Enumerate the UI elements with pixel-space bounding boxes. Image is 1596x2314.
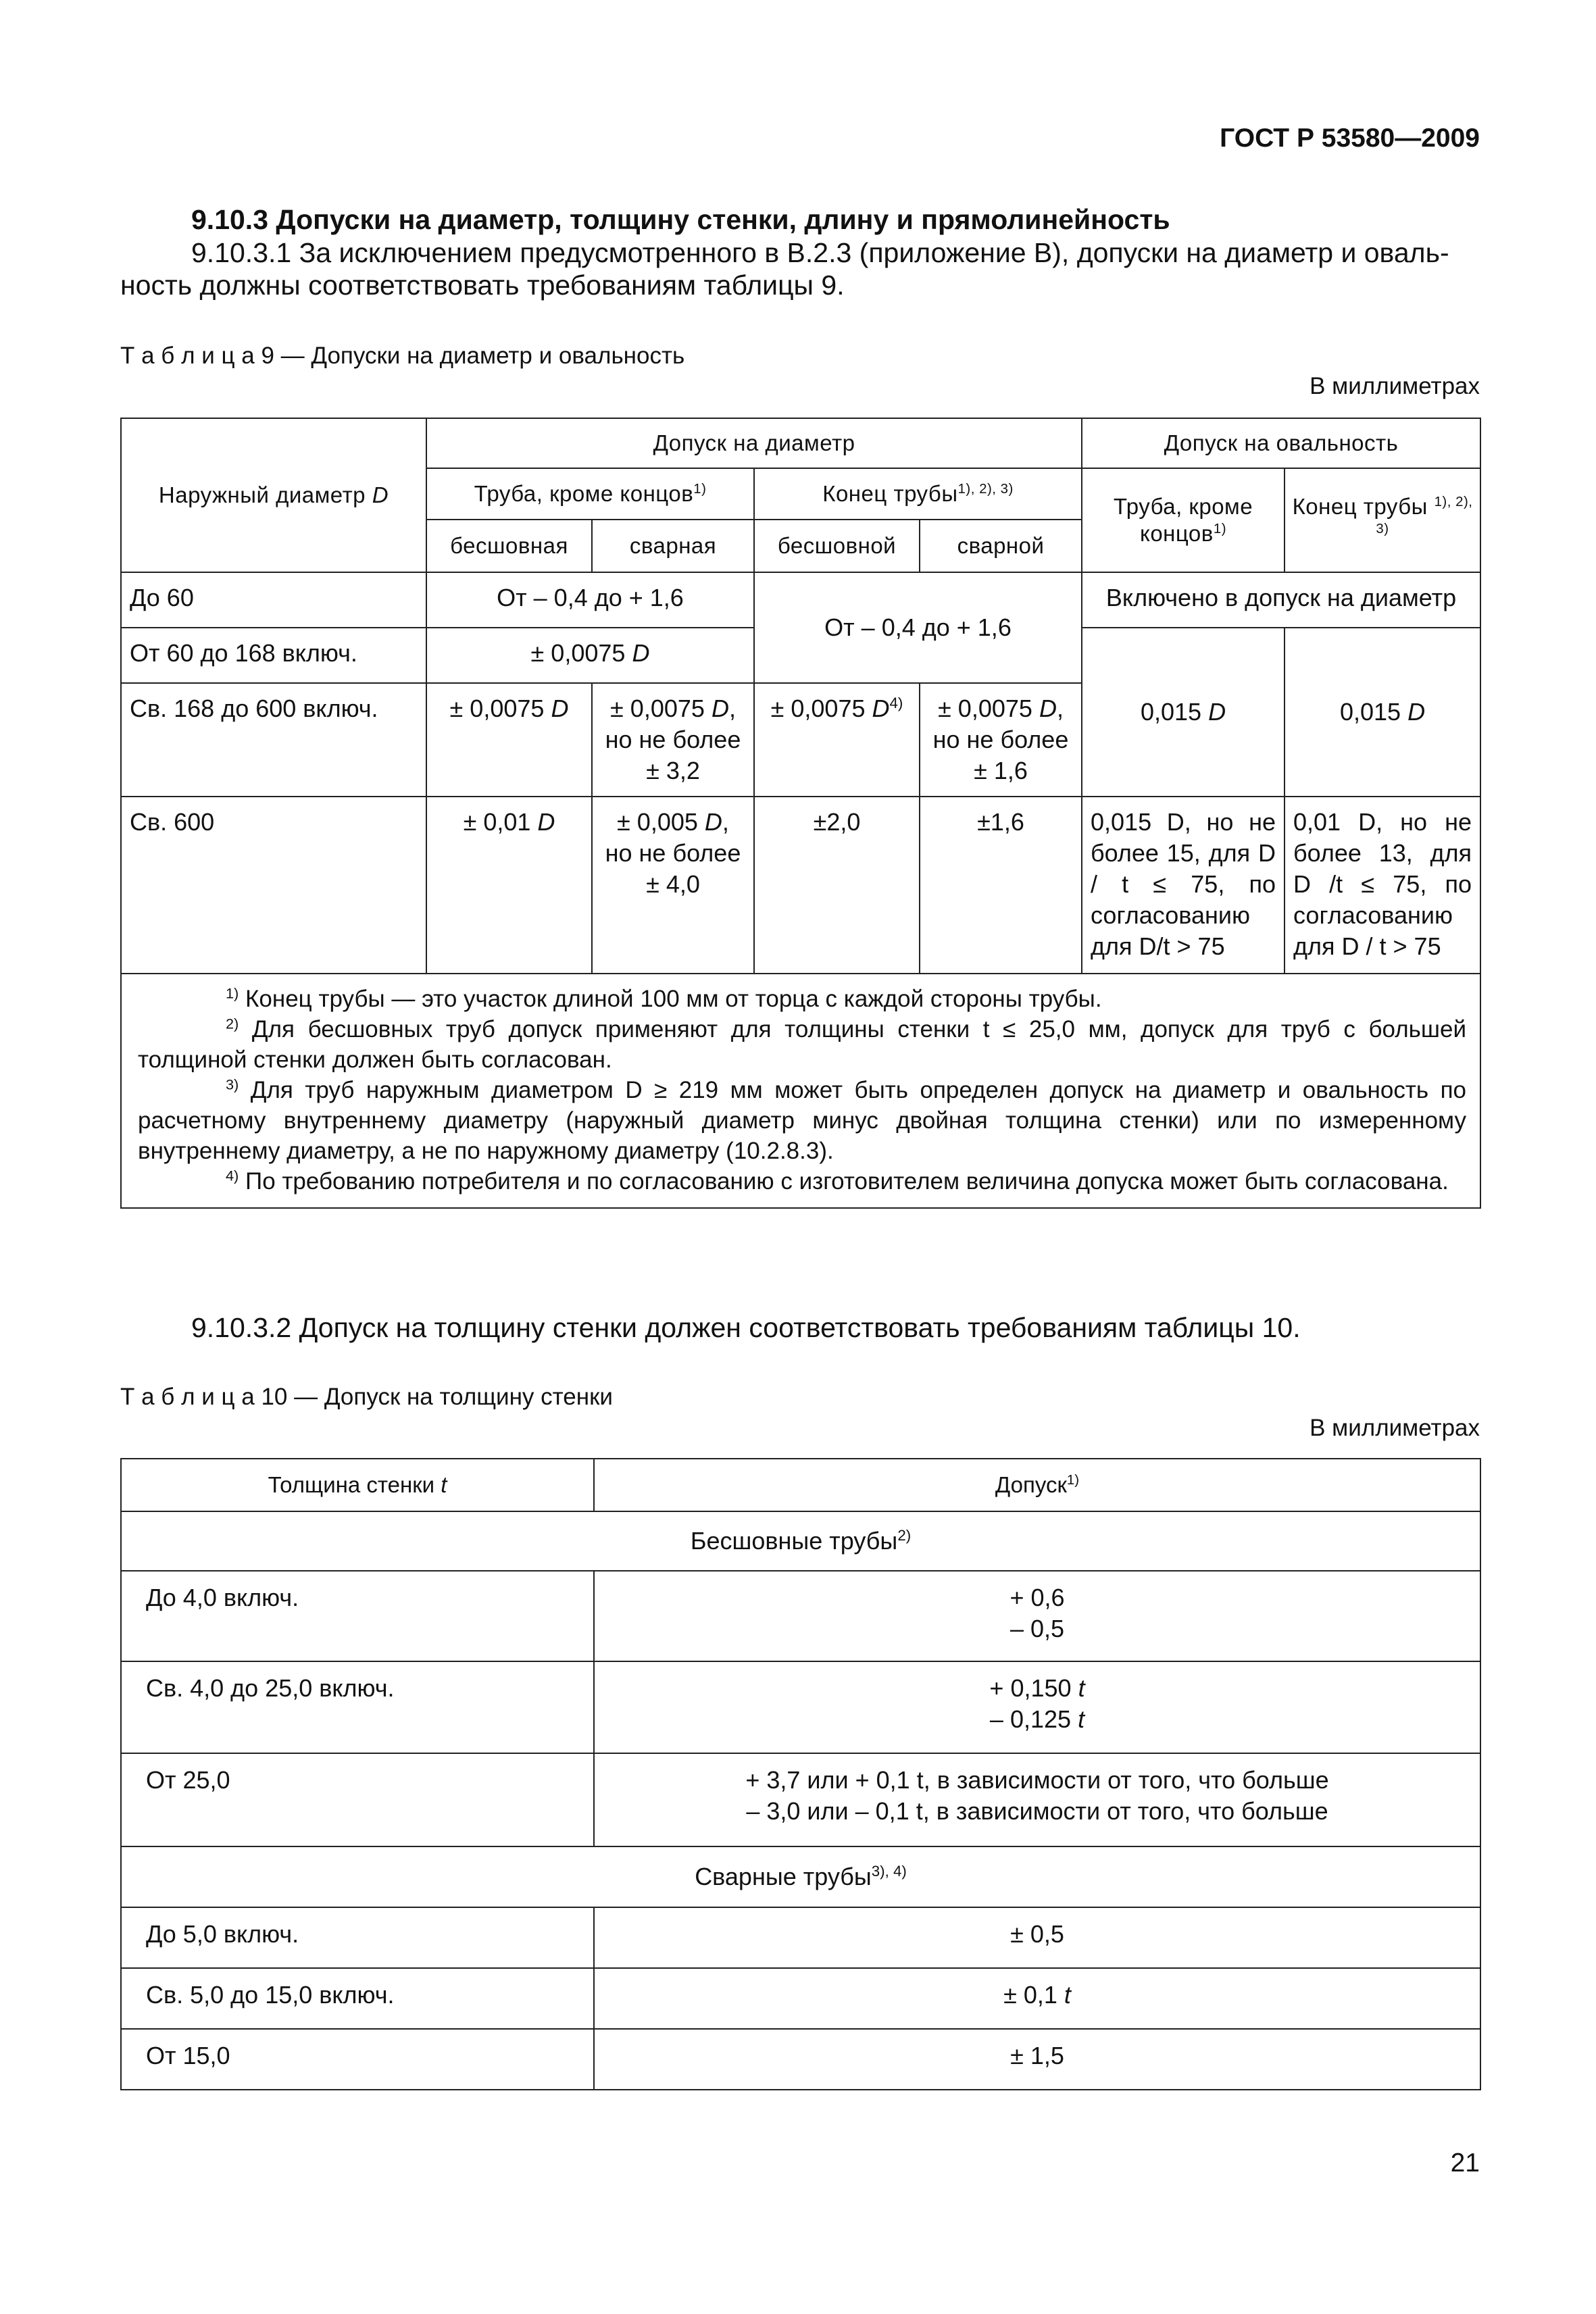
footnote-1: $^{1)}$ Конец трубы — это участок длиной 100 мм от торца с каждой стороны трубы.	[226, 984, 1102, 1012]
header-pipe-body: Труба, кроме концов$^{1)}$	[426, 468, 754, 520]
group-seamless: Бесшовные трубы$^{2)}$	[121, 1511, 1480, 1571]
header-outer-diameter: Наружный диаметр D	[121, 418, 426, 572]
cell-value: От – 0,4 до + 1,6	[754, 572, 1082, 683]
cell-value: От – 0,4 до + 1,6	[426, 572, 754, 628]
footnote-4: $^{4)}$ По требованию потребителя и по согласованию с изготовителем величина допуска может быть согласована.	[226, 1167, 1449, 1194]
cell-value: ± 0,0075 D	[426, 628, 754, 683]
row-label: До 60	[121, 572, 426, 628]
cell-value: ± 0,1 t	[594, 1968, 1480, 2029]
cell-value: ± 0,0075 D, но не более ± 3,2	[592, 683, 754, 797]
header-wall-thickness: Толщина стенки t	[121, 1459, 594, 1511]
cell-value: ± 0,0075 $D^{4)}$	[754, 683, 920, 797]
table9-units: В миллиметрах	[1310, 373, 1480, 399]
page-number: 21	[1450, 2148, 1480, 2178]
row-label: Св. 4,0 до 25,0 включ.	[121, 1661, 594, 1753]
cell-value: 0,015 D, но не более 15, для D / t ≤ 75, по согласованию для D/t > 75	[1082, 797, 1285, 974]
cell-value: ± 0,0075 D, но не более ± 1,6	[920, 683, 1082, 797]
table9-caption: Т а б л и ц а 9 — Допуски на диаметр и овальность	[120, 343, 685, 369]
row-label: От 60 до 168 включ.	[121, 628, 426, 683]
header-tolerance: Допуск$^{1)}$	[594, 1459, 1480, 1511]
header-seamless-end: бесшовной	[754, 520, 920, 572]
header-welded: сварная	[592, 520, 754, 572]
cell-value: ± 0,01 D	[426, 797, 592, 974]
table9-footnotes	[121, 974, 1480, 1208]
section-title: 9.10.3 Допуски на диаметр, толщину стенки, длину и прямолинейность	[191, 204, 1170, 235]
cell-value: ± 0,005 D, но не более ± 4,0	[592, 797, 754, 974]
row-label: До 5,0 включ.	[121, 1907, 594, 1968]
header-oval-pipe-end: Конец трубы $^{1), 2), 3)}$	[1285, 468, 1480, 572]
cell-value: + 0,6 – 0,5	[594, 1571, 1480, 1661]
table10-units: В миллиметрах	[1310, 1415, 1480, 1441]
row-label: Св. 168 до 600 включ.	[121, 683, 426, 797]
cell-value: 0,015 D	[1082, 628, 1285, 797]
cell-value: ± 1,5	[594, 2029, 1480, 2090]
row-label: Св. 600	[121, 797, 426, 974]
cell-value: ± 0,0075 D	[426, 683, 592, 797]
group-welded: Сварные трубы$^{3), 4)}$	[121, 1846, 1480, 1907]
cell-value: + 0,150 t – 0,125 t	[594, 1661, 1480, 1753]
row-label: От 15,0	[121, 2029, 594, 2090]
table-10	[120, 1458, 1481, 2090]
row-label: Св. 5,0 до 15,0 включ.	[121, 1968, 594, 2029]
cell-value: 0,01 D, но не более 13, для D /t ≤ 75, по согласованию для D / t > 75	[1285, 797, 1480, 974]
document-header: ГОСТ Р 53580—2009	[1220, 124, 1480, 153]
paragraph-9-10-3-2: 9.10.3.2 Допуск на толщину стенки должен соответствовать требованиям таблицы 10.	[191, 1312, 1301, 1343]
header-pipe-end: Конец трубы$^{1), 2), 3)}$	[754, 468, 1082, 520]
table10-caption: Т а б л и ц а 10 — Допуск на толщину стенки	[120, 1384, 613, 1410]
cell-value: + 3,7 или + 0,1 t, в зависимости от того, что больше – 3,0 или – 0,1 t, в зависимости от того, что больше	[594, 1753, 1480, 1846]
header-welded-end: сварной	[920, 520, 1082, 572]
header-seamless: бесшовная	[426, 520, 592, 572]
row-label: От 25,0	[121, 1753, 594, 1846]
cell-value: ±2,0	[754, 797, 920, 974]
footnote-3: $^{3)}$ Для труб наружным диаметром D ≥ 219 мм может быть определен допуск на диаметр и овальность по расчетному внутреннему диаметру (наружный диаметр минус двойная толщина стенки) или по измеренному внутреннему диаметру, а не по наружному диаметру (10.2.8.3).	[138, 1076, 1467, 1164]
paragraph-line: 9.10.3.1 За исключением предусмотренного в В.2.3 (приложение В), допуски на диаметр и оваль-	[191, 237, 1449, 268]
cell-value: ±1,6	[920, 797, 1082, 974]
header-ovality-tolerance: Допуск на овальность	[1082, 418, 1480, 468]
paragraph-line: ность должны соответствовать требованиям таблицы 9.	[120, 270, 845, 301]
row-label: До 4,0 включ.	[121, 1571, 594, 1661]
header-diameter-tolerance: Допуск на диаметр	[426, 418, 1082, 468]
paragraph-9-10-3-1	[120, 236, 1480, 301]
header-oval-pipe-body: Труба, кроме концов$^{1)}$	[1082, 468, 1285, 572]
cell-value: 0,015 D	[1285, 628, 1480, 797]
footnote-2: $^{2)}$ Для бесшовных труб допуск применяют для толщины стенки t ≤ 25,0 мм, допуск для труб с большей толщиной стенки должен быть согласован.	[138, 1015, 1467, 1073]
cell-value: Включено в допуск на диаметр	[1082, 572, 1480, 628]
table-9	[120, 418, 1481, 1209]
cell-value: ± 0,5	[594, 1907, 1480, 1968]
